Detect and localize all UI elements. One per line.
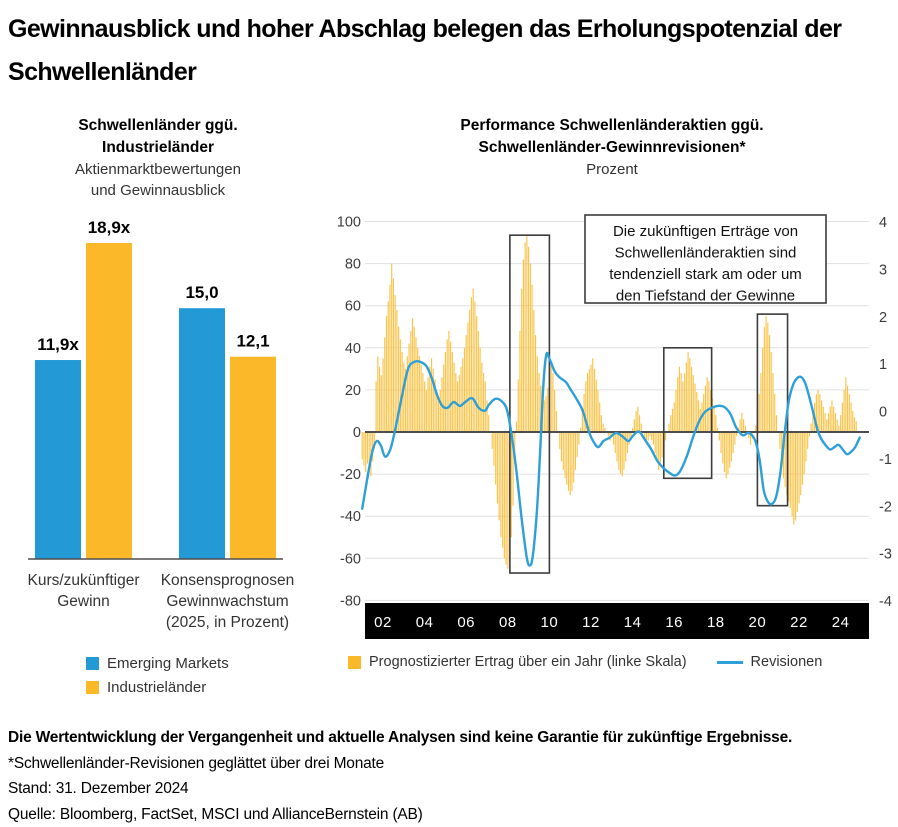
left-chart-title-line2: Industrieländer — [8, 137, 308, 159]
right-chart-panel — [318, 105, 898, 670]
left-bar-chart-svg — [8, 217, 318, 641]
svg-text:Schwellenländeraktien sind: Schwellenländeraktien sind — [615, 245, 797, 262]
right-axis-tick: -2 — [879, 499, 892, 515]
right-axis-tick: -3 — [879, 547, 892, 563]
right-axis-tick: 3 — [879, 263, 887, 279]
legend-label-revisionen: Revisionen — [751, 654, 823, 670]
svg-text:15,0: 15,0 — [185, 283, 218, 302]
svg-text:20: 20 — [749, 614, 767, 631]
footnote-disclaimer: Die Wertentwicklung der Vergangenheit und aktuelle Analysen sind keine Garantie für zukünftige Ergebnisse. — [8, 725, 888, 751]
left-axis-tick: -20 — [340, 467, 361, 483]
svg-text:22: 22 — [790, 614, 808, 631]
left-axis-tick: 40 — [345, 341, 361, 357]
right-axis-tick: -1 — [879, 452, 892, 468]
left-axis-tick: 100 — [337, 215, 361, 231]
legend-label-forecast-return: Prognostizierter Ertrag über ein Jahr (linke Skala) — [369, 654, 687, 670]
svg-text:18,9x: 18,9x — [88, 218, 131, 237]
left-axis-tick: -60 — [340, 551, 361, 567]
right-axis-tick: 1 — [879, 357, 887, 373]
page-title: Gewinnausblick und hoher Abschlag belegen das Erholungspotenzial der Schwellenländer — [8, 8, 880, 93]
left-chart-legend — [86, 655, 318, 696]
left-chart-panel — [8, 105, 318, 703]
svg-text:24: 24 — [832, 614, 850, 631]
svg-text:11,9x: 11,9x — [37, 335, 79, 354]
footnotes — [8, 725, 888, 827]
legend-label-emerging-markets: Emerging Markets — [107, 655, 229, 672]
svg-text:den Tiefstand der Gewinne: den Tiefstand der Gewinne — [616, 288, 795, 305]
svg-text:04: 04 — [416, 614, 434, 631]
emerging-markets-swatch — [86, 657, 99, 670]
bar-Emerging Markets — [179, 308, 225, 559]
left-chart-title-line1: Schwellenländer ggü. — [8, 115, 308, 137]
svg-text:Gewinnwachstum: Gewinnwachstum — [166, 593, 288, 610]
svg-text:Die zukünftigen Erträge von: Die zukünftigen Erträge von — [613, 223, 798, 240]
footnote-source: Quelle: Bloomberg, FactSet, MSCI und AllianceBernstein (AB) — [8, 802, 888, 827]
svg-text:12,1: 12,1 — [236, 332, 269, 351]
svg-text:10: 10 — [541, 614, 559, 631]
right-combo-chart-svg — [318, 194, 898, 644]
bar-Industrieländer — [230, 357, 276, 559]
legend-item-forecast-return — [348, 654, 687, 670]
annotation-box — [585, 215, 826, 305]
forecast-return-swatch — [348, 656, 361, 669]
right-axis-tick: 0 — [879, 405, 887, 421]
right-chart-legend — [348, 654, 898, 670]
svg-text:(2025, in Prozent): (2025, in Prozent) — [166, 614, 289, 631]
svg-text:06: 06 — [457, 614, 475, 631]
left-axis-tick: 0 — [353, 425, 361, 441]
legend-item-industrielaender — [86, 679, 318, 696]
svg-text:12: 12 — [582, 614, 600, 631]
right-axis-tick: 2 — [879, 310, 887, 326]
svg-text:18: 18 — [707, 614, 725, 631]
left-axis-tick: 60 — [345, 299, 361, 315]
legend-item-revisionen — [717, 654, 823, 670]
right-axis-tick: 4 — [879, 215, 887, 231]
svg-text:Gewinn: Gewinn — [57, 593, 110, 610]
footnote-date: Stand: 31. Dezember 2024 — [8, 776, 888, 802]
right-axis-tick: -4 — [879, 594, 892, 610]
right-chart-title-line2: Schwellenländer-Gewinnrevisionen* — [318, 137, 898, 159]
svg-text:Kurs/zukünftiger: Kurs/zukünftiger — [28, 572, 140, 589]
bar-Emerging Markets — [35, 360, 81, 559]
svg-text:16: 16 — [665, 614, 683, 631]
left-chart-subtitle-line2: und Gewinnausblick — [8, 180, 308, 201]
left-axis-tick: 20 — [345, 383, 361, 399]
revisionen-line-swatch — [717, 661, 743, 664]
left-chart-head — [8, 115, 308, 201]
right-chart-subtitle: Prozent — [318, 159, 898, 180]
legend-label-industrielaender: Industrieländer — [107, 679, 206, 696]
left-axis-tick: 80 — [345, 257, 361, 273]
svg-text:08: 08 — [499, 614, 517, 631]
svg-text:02: 02 — [374, 614, 392, 631]
chart-columns — [8, 105, 888, 703]
left-axis-tick: -40 — [340, 509, 361, 525]
legend-item-emerging-markets — [86, 655, 318, 672]
svg-text:14: 14 — [624, 614, 642, 631]
bar-Industrieländer — [86, 243, 132, 559]
svg-text:tendenziell stark am oder um: tendenziell stark am oder um — [609, 266, 802, 283]
x-axis-band — [365, 603, 869, 639]
right-chart-head — [318, 115, 898, 180]
left-axis-tick: -80 — [340, 593, 361, 609]
svg-text:Konsensprognosen: Konsensprognosen — [161, 572, 295, 589]
left-chart-subtitle-line1: Aktienmarktbewertungen — [8, 159, 308, 180]
footnote-smoothing: *Schwellenländer-Revisionen geglättet über drei Monate — [8, 751, 888, 777]
right-chart-title-line1: Performance Schwellenländeraktien ggü. — [318, 115, 898, 137]
industrielaender-swatch — [86, 681, 99, 694]
left-bars-group — [35, 218, 276, 559]
